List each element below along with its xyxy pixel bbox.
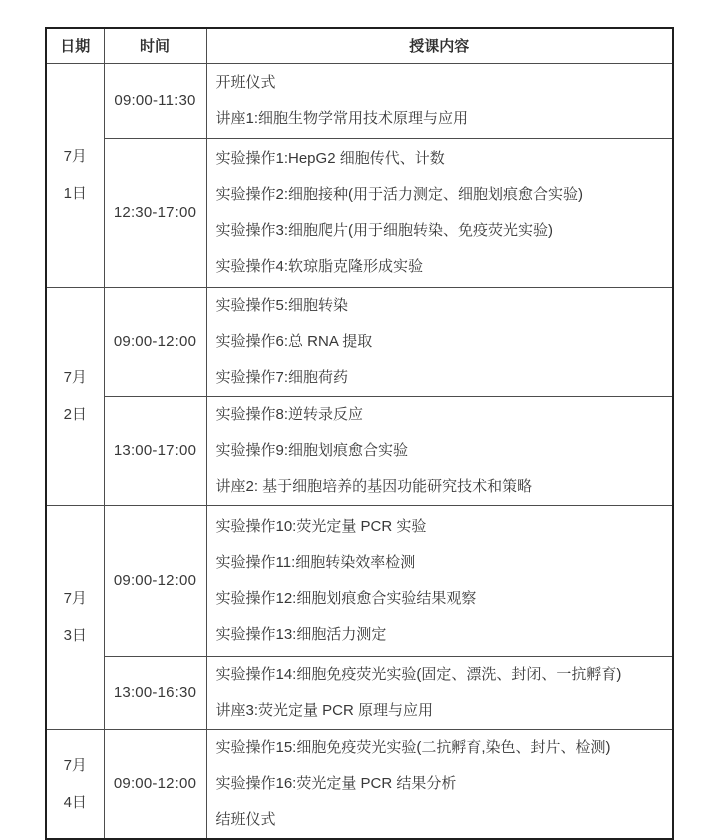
header-row <box>46 28 673 63</box>
table-row <box>46 138 673 287</box>
date-day: 1日 <box>63 185 87 202</box>
course-schedule-table <box>45 27 674 840</box>
content-line: 实验操作6:总 RNA 提取 <box>215 332 373 350</box>
time-cell: 09:00-11:30 <box>104 63 206 138</box>
content-line: 结班仪式 <box>215 810 276 828</box>
table-row <box>46 396 673 505</box>
header-date: 日期 <box>46 28 104 63</box>
content-line: 实验操作14:细胞免疫荧光实验(固定、漂洗、封闭、一抗孵育) <box>215 665 622 683</box>
table-row <box>46 729 673 839</box>
content-line: 实验操作2:细胞接种(用于活力测定、细胞划痕愈合实验) <box>215 185 584 203</box>
content-line: 实验操作15:细胞免疫荧光实验(二抗孵育,染色、封片、检测) <box>215 738 611 756</box>
content-line: 实验操作3:细胞爬片(用于细胞转染、免疫荧光实验) <box>215 221 554 239</box>
content-line: 实验操作9:细胞划痕愈合实验 <box>215 441 409 459</box>
time-cell: 09:00-12:00 <box>104 505 206 656</box>
header-content: 授课内容 <box>206 28 673 63</box>
content-line: 实验操作11:细胞转染效率检测 <box>215 553 416 571</box>
table-row <box>46 63 673 138</box>
date-month: 7月 <box>63 756 87 774</box>
content-cell <box>206 63 673 138</box>
date-month: 7月 <box>63 369 87 386</box>
table-row <box>46 287 673 396</box>
date-cell-july4 <box>46 729 104 839</box>
content-line: 讲座2: 基于细胞培养的基因功能研究技术和策略 <box>215 477 533 495</box>
time-cell: 13:00-17:00 <box>104 396 206 505</box>
time-cell: 13:00-16:30 <box>104 656 206 729</box>
date-day: 2日 <box>63 406 87 423</box>
date-month: 7月 <box>63 590 87 607</box>
content-cell <box>206 729 673 839</box>
date-month: 7月 <box>63 148 87 165</box>
content-line: 实验操作13:细胞活力测定 <box>215 625 387 643</box>
date-day: 4日 <box>63 793 87 811</box>
date-day: 3日 <box>63 627 87 644</box>
table-row <box>46 656 673 729</box>
content-line: 实验操作8:逆转录反应 <box>215 405 364 423</box>
content-line: 实验操作4:软琼脂克隆形成实验 <box>215 257 424 275</box>
content-cell <box>206 656 673 729</box>
content-cell <box>206 287 673 396</box>
date-cell-july3 <box>46 505 104 729</box>
content-line: 实验操作7:细胞荷药 <box>215 368 349 386</box>
content-line: 讲座3:荧光定量 PCR 原理与应用 <box>215 701 434 719</box>
date-cell-july2 <box>46 287 104 505</box>
content-line: 实验操作12:细胞划痕愈合实验结果观察 <box>215 589 477 607</box>
date-cell-july1 <box>46 63 104 287</box>
content-line: 实验操作16:荧光定量 PCR 结果分析 <box>215 774 457 792</box>
time-cell: 12:30-17:00 <box>104 138 206 287</box>
content-cell <box>206 138 673 287</box>
content-line: 实验操作5:细胞转染 <box>215 296 349 314</box>
content-cell <box>206 505 673 656</box>
content-cell <box>206 396 673 505</box>
content-line: 开班仪式 <box>215 73 276 91</box>
content-line: 实验操作1:HepG2 细胞传代、计数 <box>215 149 445 167</box>
content-line: 讲座1:细胞生物学常用技术原理与应用 <box>215 109 469 127</box>
time-cell: 09:00-12:00 <box>104 729 206 839</box>
time-cell: 09:00-12:00 <box>104 287 206 396</box>
content-line: 实验操作10:荧光定量 PCR 实验 <box>215 517 427 535</box>
table-row <box>46 505 673 656</box>
header-time: 时间 <box>104 28 206 63</box>
